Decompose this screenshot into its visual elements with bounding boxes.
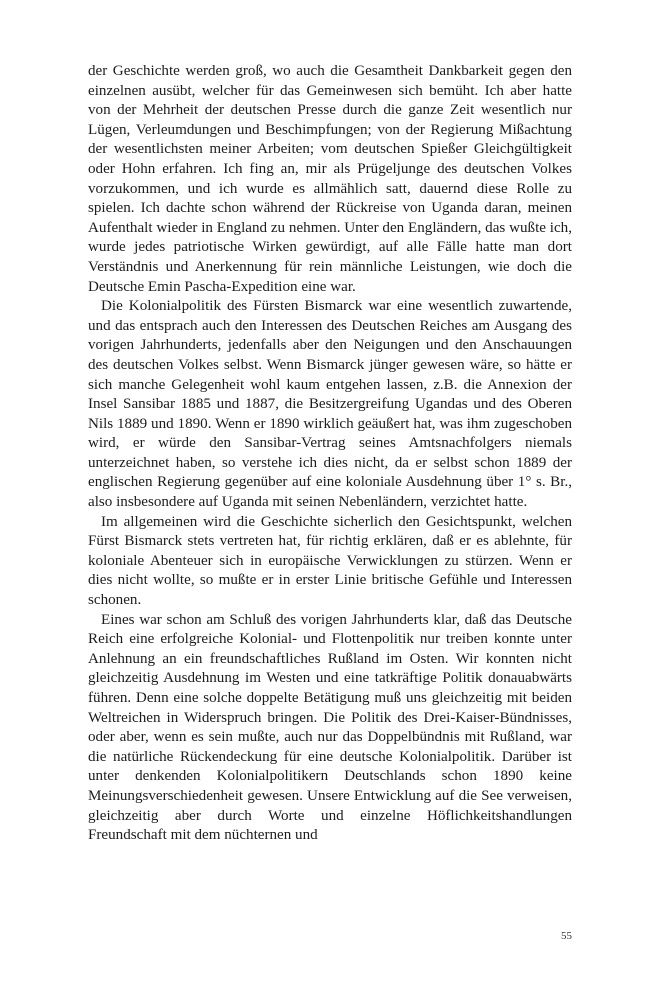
paragraph-4: Eines war schon am Schluß des vorigen Jahrhunderts klar, daß das Deutsche Reich eine erfolgreiche Kolonial- und Flottenpolitik nur treiben konnte unter Anlehnung an ein freundschaftliches Rußland im Osten. Wir konnten nicht gleichzeitig Ausdehnung im Westen und eine tatkräftige Politik donauabwärts führen. Denn eine solche doppelte Betätigung muß uns gleichzeitig mit beiden Weltreichen in Widerspruch bringen. Die Politik des Drei-Kaiser-Bündnisses, oder aber, wenn es sein mußte, auch nur das Doppelbündnis mit Rußland, war die natürliche Rückendeckung für eine deutsche Kolonialpolitik. Darüber ist unter denkenden Kolonialpolitikern Deutschlands schon 1890 keine Meinungsverschiedenheit gewesen. Unsere Entwicklung auf die See verweisen, gleichzeitig aber durch Worte und einzelne Höflichkeitshandlungen Freundschaft mit dem nüchternen und	[88, 611, 572, 844]
paragraph-3: Im allgemeinen wird die Geschichte sicherlich den Gesichtspunkt, welchen Fürst Bismarck stets vertreten hat, für richtig erklären, daß er es ablehnte, für koloniale Abenteuer sich in europäische Verwicklungen zu stürzen. Wenn er dies nicht wollte, so mußte er in erster Linie britische Gefühle und Interessen schonen.	[88, 513, 572, 609]
page-number: 55	[561, 930, 572, 942]
page-body	[88, 62, 572, 846]
paragraph-1: der Geschichte werden groß, wo auch die Gesamtheit Dankbarkeit gegen den einzelnen ausübt, welcher für das Gemeinwesen sich bemüht. Ich aber hatte von der Mehrheit der deutschen Presse durch die ganze Zeit wesentlich nur Lügen, Verleumdungen und Beschimpfungen; von der Regierung Mißachtung der wesentlichsten meiner Arbeiten; vom deutschen Spießer Gleichgültigkeit oder Hohn erfahren. Ich fing an, mir als Prügeljunge des deutschen Volkes vorzukommen, und ich wurde es allmählich satt, dauernd diese Rolle zu spielen. Ich dachte schon während der Rückreise von Uganda daran, meinen Aufenthalt wieder in England zu nehmen. Unter den Engländern, das wußte ich, wurde jedes patriotische Wirken gewürdigt, auf alle Fälle hatte man dort Verständnis und Anerkennung für rein männliche Leistungen, wie doch die Deutsche Emin Pascha-Expedition eine war.	[88, 63, 572, 295]
paragraph-2: Die Kolonialpolitik des Fürsten Bismarck war eine wesentlich zuwartende, und das entsprach auch den Interessen des Deutschen Reiches am Ausgang des vorigen Jahrhunderts, jedenfalls aber den Neigungen und den Anschauungen des deutschen Volkes selbst. Wenn Bismarck jünger gewesen wäre, so hätte er sich manche Gelegenheit wohl kaum entgehen lassen, z.B. die Annexion der Insel Sansibar 1885 und 1887, die Besitzergreifung Ugandas und des Oberen Nils 1889 und 1890. Wenn er 1890 wirklich geäußert hat, was ihm zugeschoben wird, er würde den Sansibar-Vertrag seines Amtsnachfolgers niemals unterzeichnet haben, so verstehe ich dies nicht, da er selbst schon 1889 der englischen Regierung gegenüber auf eine koloniale Ausdehnung über 1° s. Br., also insbesondere auf Uganda mit seinen Nebenländern, verzichtet hatte.	[88, 298, 572, 511]
